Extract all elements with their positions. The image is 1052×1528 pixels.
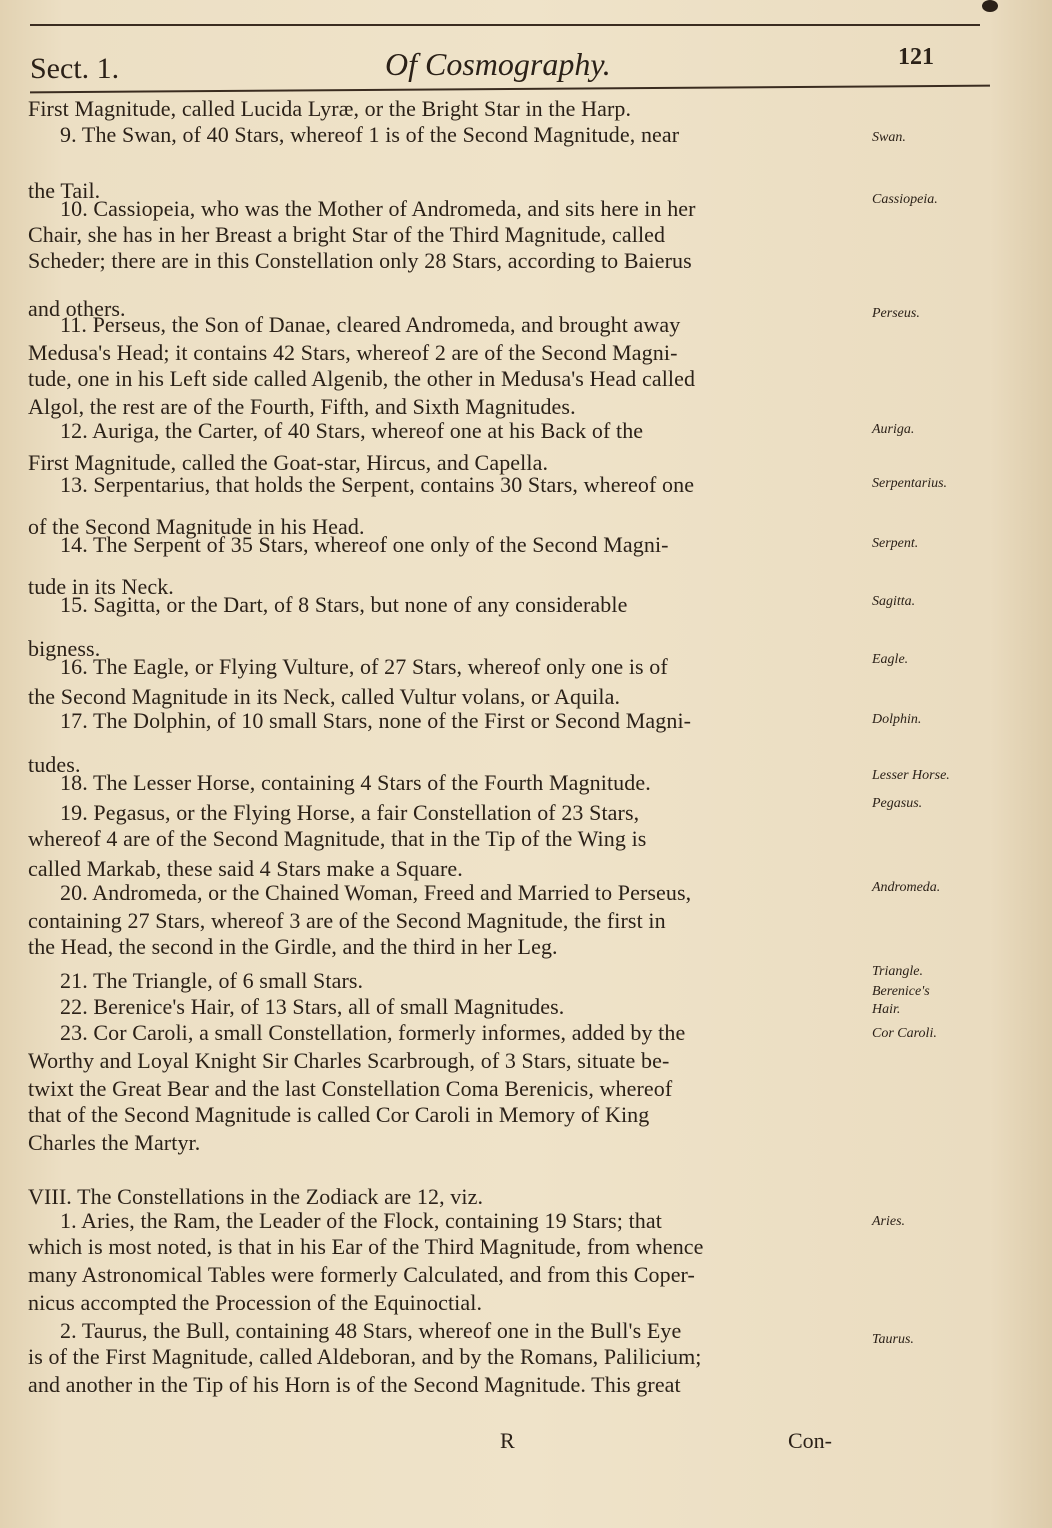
ornament-mark <box>982 0 998 12</box>
margin-note: Dolphin. <box>872 712 922 727</box>
text-line: containing 27 Stars, whereof 3 are of the Second Magnitude, the first in <box>28 908 666 933</box>
text-line: Worthy and Loyal Knight Sir Charles Scarbrough, of 3 Stars, situate be- <box>28 1048 670 1073</box>
text-line: nicus accompted the Procession of the Equinoctial. <box>28 1290 483 1315</box>
text-line: tude, one in his Left side called Algenib, the other in Medusa's Head called <box>28 366 696 391</box>
margin-note: Auriga. <box>872 422 915 437</box>
margin-note: Aries. <box>872 1214 906 1229</box>
text-line: of the Second Magnitude in his Head. <box>28 514 365 539</box>
text-line: 11. Perseus, the Son of Danae, cleared Andromeda, and brought away <box>60 312 681 337</box>
text-line: First Magnitude, called Lucida Lyræ, or the Bright Star in the Harp. <box>28 96 632 121</box>
text-line: and another in the Tip of his Horn is of the Second Magnitude. This great <box>28 1372 681 1397</box>
page-number: 121 <box>898 44 934 70</box>
margin-note: Taurus. <box>872 1332 914 1347</box>
text-line: 20. Andromeda, or the Chained Woman, Freed and Married to Perseus, <box>60 880 692 905</box>
text-line: First Magnitude, called the Goat-star, Hircus, and Capella. <box>28 450 549 475</box>
text-line: which is most noted, is that in his Ear of the Third Magnitude, from whence <box>28 1234 704 1259</box>
text-line: VIII. The Constellations in the Zodiack are 12, viz. <box>28 1184 484 1209</box>
text-line: tudes. <box>28 752 81 777</box>
text-line: is of the First Magnitude, called Aldeboran, and by the Romans, Palilicium; <box>28 1344 702 1369</box>
text-line: 17. The Dolphin, of 10 small Stars, none of the First or Second Magni- <box>60 708 692 733</box>
text-line: bigness. <box>28 636 101 661</box>
text-line: 22. Berenice's Hair, of 13 Stars, all of small Magnitudes. <box>60 994 565 1019</box>
margin-note: Serpent. <box>872 536 919 551</box>
text-line: 2. Taurus, the Bull, containing 48 Stars, whereof one in the Bull's Eye <box>60 1318 682 1343</box>
text-line: many Astronomical Tables were formerly Calculated, and from this Coper- <box>28 1262 695 1287</box>
page-title: Of Cosmography. <box>385 46 611 82</box>
text-line: Algol, the rest are of the Fourth, Fifth, and Sixth Magnitudes. <box>28 394 576 419</box>
text-line: Scheder; there are in this Constellation only 28 Stars, according to Baierus <box>28 248 692 273</box>
text-line: that of the Second Magnitude is called Cor Caroli in Memory of King <box>28 1102 650 1127</box>
text-line: Medusa's Head; it contains 42 Stars, whereof 2 are of the Second Magni- <box>28 340 678 365</box>
text-line: 16. The Eagle, or Flying Vulture, of 27 Stars, whereof only one is of <box>60 654 668 679</box>
text-line: Charles the Martyr. <box>28 1130 201 1155</box>
margin-note: Berenice's <box>872 984 930 999</box>
margin-note: Pegasus. <box>872 796 923 811</box>
text-line: 1. Aries, the Ram, the Leader of the Flock, containing 19 Stars; that <box>60 1208 662 1233</box>
text-line: 15. Sagitta, or the Dart, of 8 Stars, but none of any considerable <box>60 592 628 617</box>
text-line: twixt the Great Bear and the last Constellation Coma Berenicis, whereof <box>28 1076 673 1101</box>
margin-note: Lesser Horse. <box>872 768 950 783</box>
top-rule <box>30 24 980 26</box>
text-line: 14. The Serpent of 35 Stars, whereof one only of the Second Magni- <box>60 532 669 557</box>
text-line: 19. Pegasus, or the Flying Horse, a fair Constellation of 23 Stars, <box>60 800 640 825</box>
margin-note: Triangle. <box>872 964 923 979</box>
margin-note: Serpentarius. <box>872 476 948 491</box>
text-line: 13. Serpentarius, that holds the Serpent, contains 30 Stars, whereof one <box>60 472 695 497</box>
margin-note: Hair. <box>872 1002 901 1017</box>
text-line: the Second Magnitude in its Neck, called Vultur volans, or Aquila. <box>28 684 621 709</box>
text-line: and others. <box>28 296 126 321</box>
signature-mark: R <box>500 1428 515 1453</box>
margin-note: Andromeda. <box>872 880 941 895</box>
catchword: Con- <box>788 1428 832 1453</box>
margin-note: Eagle. <box>872 652 909 667</box>
text-line: called Markab, these said 4 Stars make a Square. <box>28 856 463 881</box>
text-line: the Tail. <box>28 178 101 203</box>
text-line: 21. The Triangle, of 6 small Stars. <box>60 968 364 993</box>
text-line: 9. The Swan, of 40 Stars, whereof 1 is of the Second Magnitude, near <box>60 122 680 147</box>
margin-note: Cor Caroli. <box>872 1026 937 1041</box>
text-line: 10. Cassiopeia, who was the Mother of Andromeda, and sits here in her <box>60 196 696 221</box>
margin-note: Swan. <box>872 130 906 145</box>
running-header <box>0 44 1052 88</box>
text-line: 12. Auriga, the Carter, of 40 Stars, whereof one at his Back of the <box>60 418 644 443</box>
margin-note: Cassiopeia. <box>872 192 938 207</box>
text-line: 18. The Lesser Horse, containing 4 Stars of the Fourth Magnitude. <box>60 770 651 795</box>
margin-note: Perseus. <box>872 306 920 321</box>
text-line: tude in its Neck. <box>28 574 174 599</box>
text-line: whereof 4 are of the Second Magnitude, that in the Tip of the Wing is <box>28 826 647 851</box>
section-label: Sect. 1. <box>30 52 120 85</box>
text-line: Chair, she has in her Breast a bright Star of the Third Magnitude, called <box>28 222 666 247</box>
margin-note: Sagitta. <box>872 594 916 609</box>
text-line: 23. Cor Caroli, a small Constellation, formerly informes, added by the <box>60 1020 686 1045</box>
text-line: the Head, the second in the Girdle, and the third in her Leg. <box>28 934 558 959</box>
